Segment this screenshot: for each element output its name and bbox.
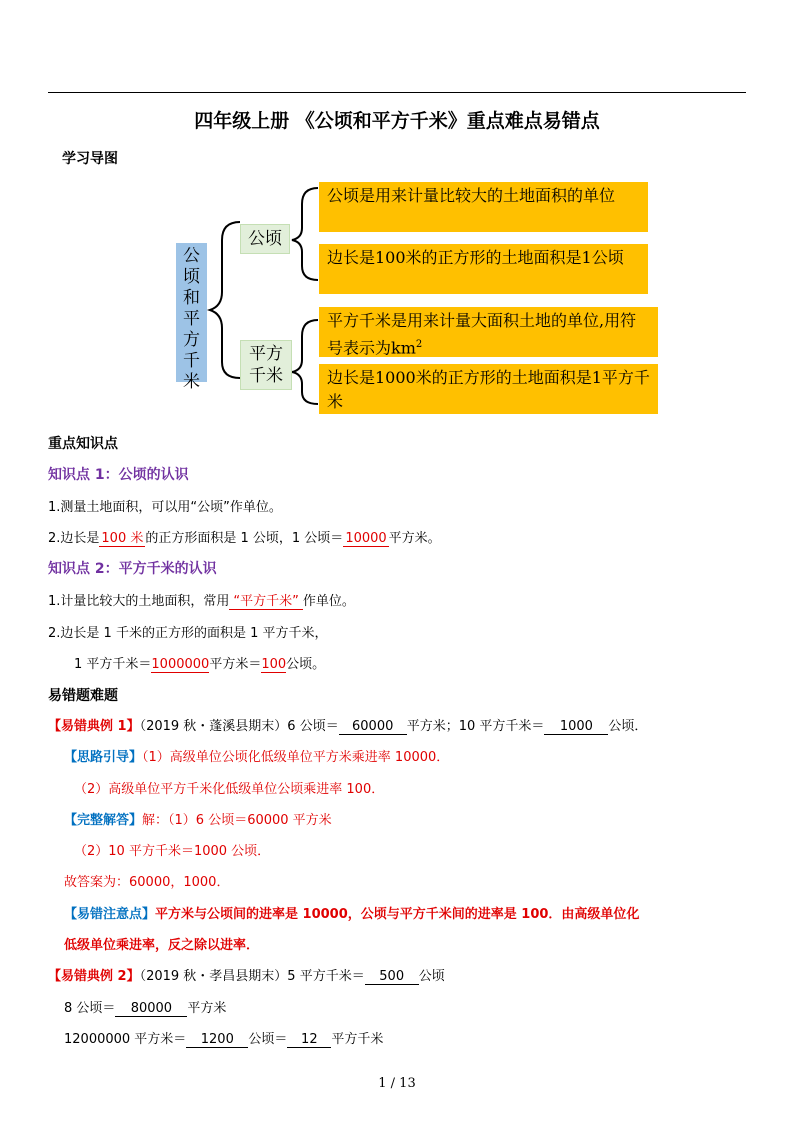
guide-text1: （1）高级单位公顷化低级单位平方米乘进率 10000． — [142, 750, 450, 765]
example2-l2-pre: 8 公顷＝ — [64, 1001, 116, 1016]
map-root: 公顷和平方千米 — [176, 243, 207, 382]
example1-q-mid: 平方米；10 平方千米＝ — [406, 719, 545, 734]
map-item-hectare-1: 公顷是用来计量比较大的土地面积的单位 — [319, 182, 648, 232]
map-branch-hectare: 公顷 — [240, 224, 290, 254]
example2-l3-post: 平方千米 — [331, 1032, 384, 1047]
kp2-title: 知识点 2：平方千米的认识 — [48, 561, 217, 577]
page-title: 四年级上册 《公顷和平方千米》重点难点易错点 — [194, 110, 600, 132]
kp2-line1 — [48, 590, 355, 610]
kp1-line2 — [48, 527, 441, 547]
solve-tag: 【完整解答】 — [64, 813, 143, 828]
map-item-sqkm-1 — [319, 307, 658, 357]
example2-line2 — [64, 997, 226, 1017]
kp2-line1-answer: “平方千米” — [229, 590, 302, 610]
map-item-hectare-2: 边长是100米的正方形的土地面积是1公顷 — [319, 244, 648, 294]
example2-line3 — [64, 1028, 383, 1048]
note-tag: 【易错注意点】 — [64, 907, 156, 922]
example2-answer2: 80000 — [115, 1001, 187, 1017]
kp1-line2-post: 平方米。 — [388, 531, 441, 546]
example2-q-pre: （2019 秋・孝昌县期末）5 平方千米＝ — [139, 969, 365, 984]
example2-question — [48, 965, 445, 985]
map-item-sqkm-1-text: 平方千米是用来计量大面积土地的单位,用符号表示为km — [327, 311, 637, 358]
example2-answer1: 500 — [365, 969, 419, 985]
kp2-line3-mid: 平方米＝ — [209, 657, 262, 672]
key-heading: 重点知识点 — [48, 436, 118, 452]
example2-answer4: 12 — [287, 1032, 331, 1048]
kp1-line2-mid: 的正方形面积是 1 公顷，1 公顷＝ — [145, 531, 344, 546]
note-line1 — [64, 903, 639, 922]
kp1-line1: 1.测量土地面积，可以用“公顷”作单位。 — [48, 500, 282, 515]
map-item-sqkm-2: 边长是1000米的正方形的土地面积是1平方千米 — [319, 364, 658, 414]
guide-tag: 【思路引导】 — [64, 750, 143, 765]
answer-line: 故答案为：60000，1000． — [64, 875, 230, 890]
example2-l3-mid: 公顷＝ — [248, 1032, 288, 1047]
kp2-line3-post: 公顷。 — [286, 657, 326, 672]
example1-tag: 【易错典例 1】 — [48, 719, 140, 734]
kp2-line3-pre: 1 平方千米＝ — [74, 657, 152, 672]
map-branch-sqkm: 平方千米 — [240, 340, 292, 390]
kp1-line2-answer2: 10000 — [345, 531, 387, 546]
kp1-title: 知识点 1：公顷的认识 — [48, 467, 189, 483]
errors-heading: 易错题难题 — [48, 688, 118, 704]
example1-q-post: 公顷． — [608, 719, 648, 734]
example2-answer3: 1200 — [186, 1032, 248, 1048]
kp2-line1-pre: 1.计量比较大的土地面积，常用 — [48, 594, 230, 609]
example1-question — [48, 715, 647, 735]
example2-tag: 【易错典例 2】 — [48, 969, 140, 984]
kp1-line2-answer1: 100 米 — [99, 527, 145, 547]
kp2-line3-answer1: 1000000 — [151, 657, 210, 672]
kp2-line2: 2.边长是 1 千米的正方形的面积是 1 平方千米， — [48, 626, 328, 641]
example1-q-pre: （2019 秋・蓬溪县期末）6 公顷＝ — [139, 719, 339, 734]
guide-line1 — [64, 746, 449, 765]
map-item-sqkm-1-sup: 2 — [415, 339, 423, 350]
kp2-line1-post: 作单位。 — [302, 594, 355, 609]
example1-answer2: 1000 — [544, 719, 608, 735]
solve-text1: 解：（1）6 公顷＝60000 平方米 — [142, 813, 332, 828]
example1-answer1: 60000 — [339, 719, 407, 735]
example2-l3-pre: 12000000 平方米＝ — [64, 1032, 187, 1047]
note-line2: 低级单位乘进率，反之除以进率． — [64, 938, 260, 953]
page-number: 1 / 13 — [378, 1076, 416, 1091]
kp1-line2-pre: 2.边长是 — [48, 531, 100, 546]
note-text1: 平方米与公顷间的进率是 10000，公顷与平方千米间的进率是 100．由高级单位化 — [155, 907, 640, 922]
solve-line1 — [64, 809, 332, 828]
example2-q-post: 公顷 — [418, 969, 445, 984]
kp2-line3 — [74, 653, 325, 673]
solve-line2: （2）10 平方千米＝1000 公顷． — [74, 844, 271, 859]
kp2-line3-answer2: 100 — [261, 657, 287, 672]
map-heading: 学习导图 — [62, 151, 118, 167]
example2-l2-post: 平方米 — [187, 1001, 227, 1016]
guide-line2: （2）高级单位平方千米化低级单位公顷乘进率 100． — [74, 782, 385, 797]
